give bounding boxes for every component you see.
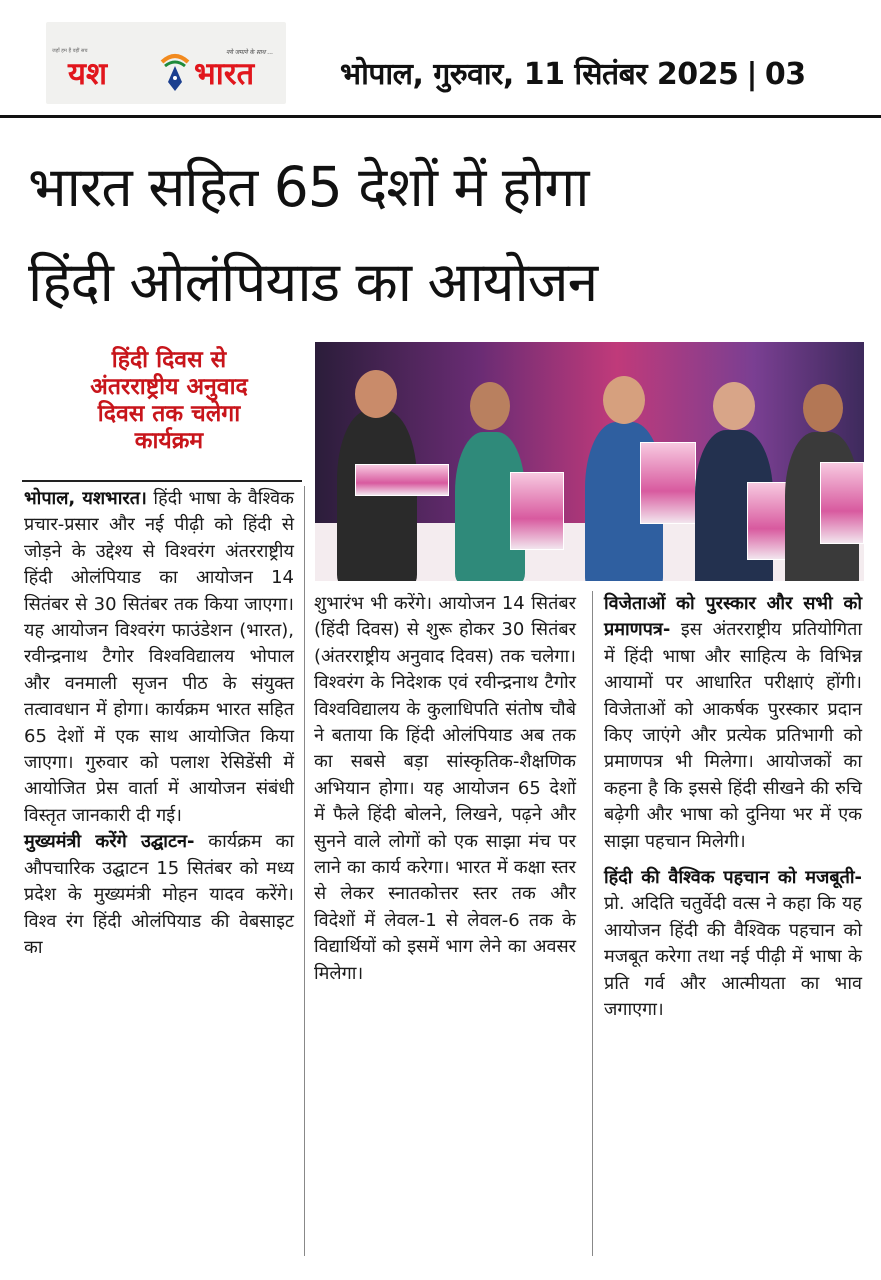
masthead-rule (0, 115, 881, 118)
paragraph-text: कार्यक्रम का औपचारिक उद्घाटन 15 सितंबर को मध्य प्रदेश के मुख्यमंत्री मोहन यादव करेंगे। विश्व रंग हिंदी ओलंपियाड की वेबसाइट का (24, 831, 294, 958)
date-text: भोपाल, गुरुवार, 11 सितंबर 2025 (340, 57, 739, 92)
article-paragraph (604, 865, 862, 1023)
kicker-line: अंतरराष्ट्रीय अनुवाद (90, 374, 248, 400)
paragraph-text: शुभारंभ भी करेंगे। आयोजन 14 सितंबर (हिंदी दिवस) से शुरू होकर 30 सितंबर (अंतरराष्ट्रीय अनुवाद दिवस) तक चलेगा। विश्वरंग के निदेशक एवं रवीन्द्रनाथ टैगोर विश्वविद्यालय के कुलाधिपति संतोष चौबे ने बताया कि हिंदी ओलंपियाड अब तक का सबसे बड़ा सांस्कृतिक-शैक्षणिक अभियान होगा। यह आयोजन 65 देशों में फैले हिंदी बोलने, लिखने, पढ़ने और सुनने वाले लोगों को एक साझा मंच पर लाने का कार्य करेगा। भारत में कक्षा स्तर से लेकर स्नातकोत्तर स्तर तक और विदेशों में लेवल-1 से लेवल-6 तक के विद्यार्थियों को इसमें भाग लेने का अवसर मिलेगा। (314, 593, 576, 984)
photo-poster (510, 472, 564, 550)
newspaper-logo[interactable] (46, 22, 286, 104)
article-paragraph (24, 486, 294, 829)
logo-tagline-right: नये जमाने के साथ ... (226, 49, 274, 56)
photo-poster (355, 464, 449, 496)
dateline (340, 52, 806, 93)
photo-head (355, 370, 397, 418)
dateline-separator: | (746, 57, 757, 92)
paragraph-text: हिंदी भाषा के वैश्विक प्रचार-प्रसार और नई पीढ़ी को हिंदी से जोड़ने के उद्देश्य से विश्वरंग अंतरराष्ट्रीय हिंदी ओलंपियाड का आयोजन 14 सितंबर से 30 सितंबर तक किया जाएगा। यह आयोजन विश्वरंग फाउंडेशन (भारत), रवीन्द्रनाथ टैगोर विश्वविद्यालय भोपाल और वनमाली सृजन पीठ के संयुक्त तत्वावधान में होगा। कार्यक्रम भारत सहित 65 देशों में एक साथ आयोजित किया जाएगा। गुरुवार को पलाश रेसिडेंसी में आयोजित प्रेस वार्ता में आयोजन संबंधी विस्तृत जानकारी दी गई। (24, 488, 294, 826)
column-divider (592, 591, 593, 1256)
headline-line-2: हिंदी ओलंपियाड का आयोजन (28, 250, 598, 314)
kicker-line: दिवस तक चलेगा (97, 401, 241, 427)
article-column-3 (604, 591, 862, 1024)
page-number: 03 (764, 57, 806, 92)
kicker-divider (22, 480, 302, 482)
article-paragraph (24, 829, 294, 961)
pen-nib-icon (158, 52, 192, 92)
paragraph-lead: विजेताओं को पुरस्कार और सभी को प्रमाणपत्र- (604, 593, 862, 641)
photo-head (713, 382, 755, 430)
column-divider (304, 486, 305, 1256)
photo-head (803, 384, 843, 432)
logo-text-right: भारत (194, 56, 255, 92)
article-column-2 (314, 591, 576, 987)
paragraph-lead: भोपाल, यशभारत। (24, 488, 147, 509)
photo-poster (820, 462, 864, 544)
logo-tagline-left: जहाँ हम हैं वहीं सच (52, 48, 88, 54)
article-column-1 (24, 486, 294, 961)
paragraph-lead: हिंदी की वैश्विक पहचान को मजबूती- (604, 867, 862, 889)
photo-head (470, 382, 510, 430)
paragraph-lead: मुख्यमंत्री करेंगे उद्घाटन- (24, 831, 195, 853)
headline-line-1: भारत सहित 65 देशों में होगा (28, 155, 589, 219)
article-paragraph (604, 591, 862, 855)
logo-text-left: यश (68, 56, 108, 92)
photo-head (603, 376, 645, 424)
photo-poster (640, 442, 696, 524)
kicker-line: हिंदी दिवस से (111, 347, 227, 373)
kicker-subheadline (34, 347, 304, 455)
masthead (0, 0, 881, 120)
paragraph-text: इस अंतरराष्ट्रीय प्रतियोगिता में हिंदी भाषा और साहित्य के विभिन्न आयामों पर आधारित परीक्षाएं होंगी। विजेताओं को आकर्षक पुरस्कार प्रदान किए जाएंगे और प्रत्येक प्रतिभागी को प्रमाणपत्र भी मिलेगा। आयोजकों का कहना है कि इससे हिंदी सीखने की रुचि बढ़ेगी और भाषा को दुनिया भर में एक साझा पहचान मिलेगी। (604, 619, 862, 852)
kicker-line: कार्यक्रम (134, 428, 204, 454)
article-paragraph (314, 591, 576, 987)
paragraph-text: प्रो. अदिति चतुर्वेदी वत्स ने कहा कि यह आयोजन हिंदी की वैश्विक पहचान को मजबूत करेगा तथा नई पीढ़ी में भाषा के प्रति गर्व और आत्मीयता का भाव जगाएगा। (604, 893, 862, 1021)
event-photo[interactable] (315, 342, 864, 581)
